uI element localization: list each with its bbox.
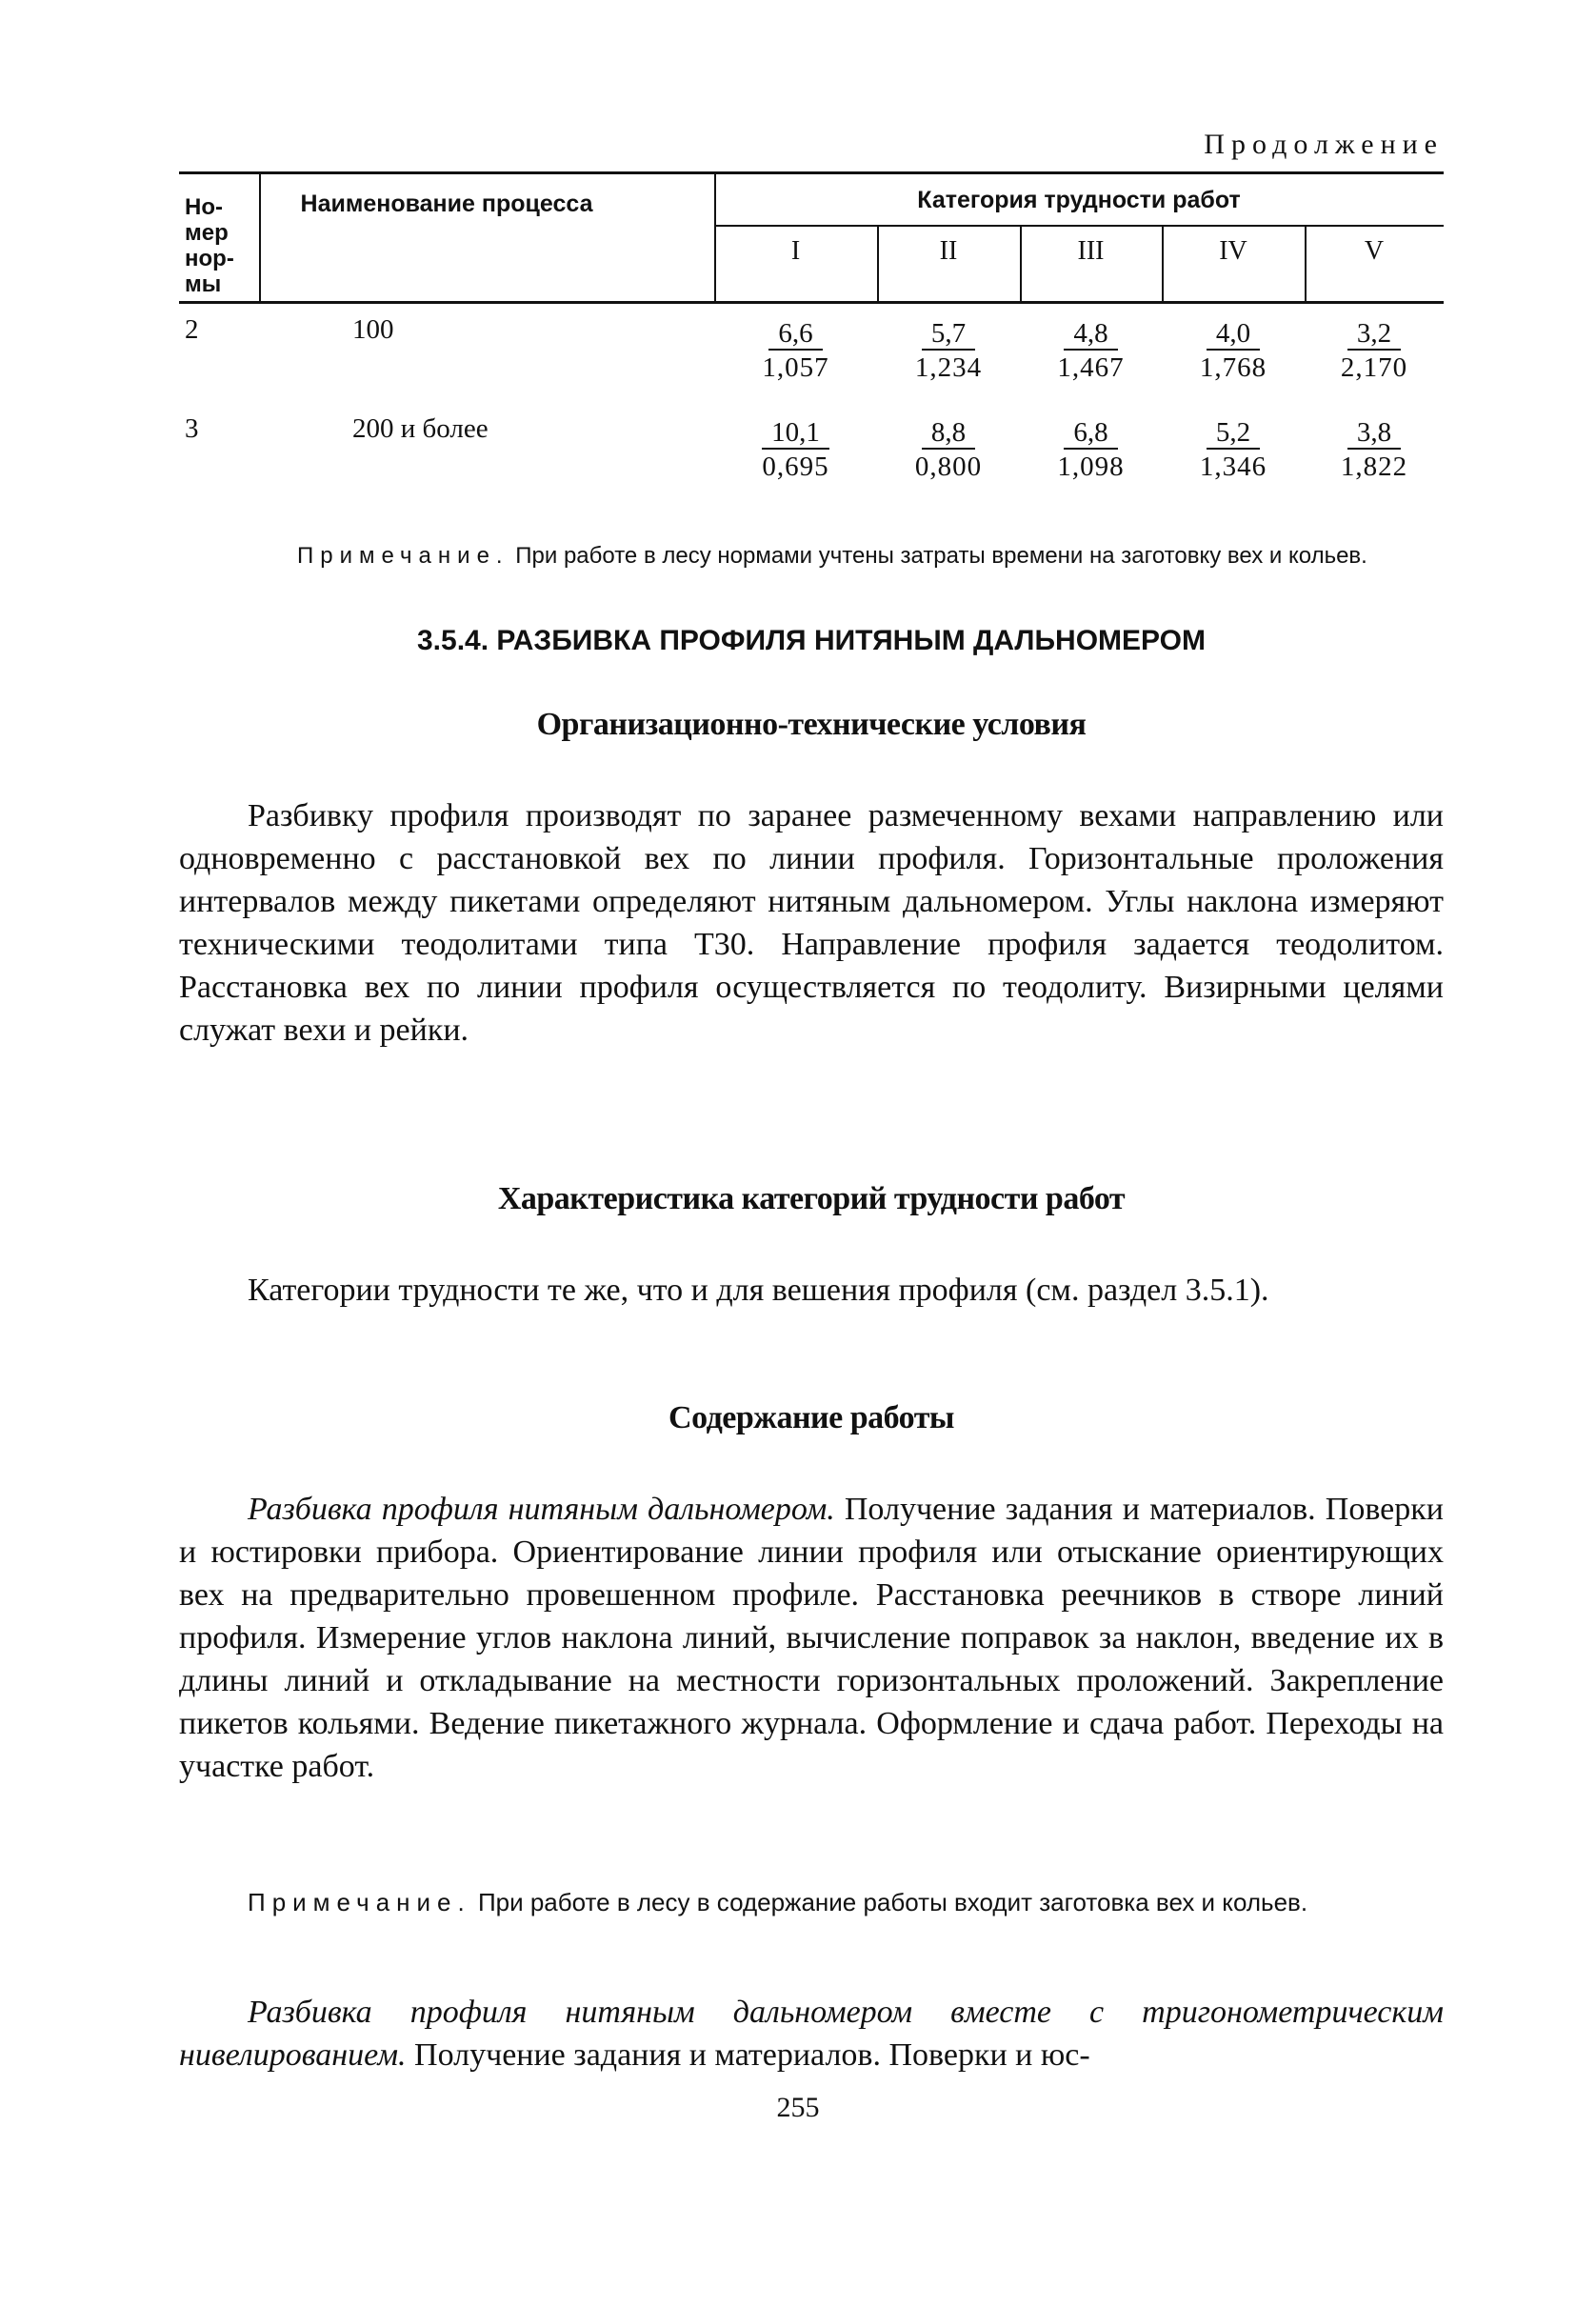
category-3: III xyxy=(1077,236,1105,266)
cell-bottom: 2,170 xyxy=(1340,352,1408,383)
header-process-name: Наименование процесса xyxy=(300,191,593,217)
row-number: 2 xyxy=(185,314,199,345)
header-number-line: Но- xyxy=(185,194,223,220)
table-cell xyxy=(714,415,877,484)
table-cell xyxy=(877,316,1020,385)
page-number: 255 xyxy=(776,2092,820,2123)
table-cell xyxy=(1020,415,1162,484)
note-text: При работе в лесу нормами учтены затраты времени на заготовку вех и кольев. xyxy=(515,543,1367,569)
table-cell xyxy=(877,415,1020,484)
table-cell xyxy=(1162,415,1305,484)
subheading-categories: Характеристика категорий трудности работ xyxy=(497,1181,1126,1216)
category-2: II xyxy=(939,236,958,266)
note-label: Примечание. xyxy=(248,1888,471,1916)
cell-bottom: 1,822 xyxy=(1340,451,1408,482)
cell-top: 10,1 xyxy=(762,417,829,450)
cell-top: 8,8 xyxy=(922,417,975,450)
note-label: Примечание. xyxy=(297,543,509,569)
continuation-label: Продолжение xyxy=(1204,129,1444,160)
table-cell xyxy=(714,316,877,385)
row-name: 100 xyxy=(352,314,394,345)
subheading-conditions: Организационно-технические условия xyxy=(536,707,1087,742)
paragraph-body: Получение задания и материалов. Поверки и юс- xyxy=(406,2037,1090,2073)
cell-top: 5,2 xyxy=(1207,417,1260,450)
paragraph-conditions xyxy=(179,794,1444,1052)
paragraph-text xyxy=(179,1488,1444,1788)
paragraph-categories xyxy=(179,1269,1444,1312)
cell-bottom: 1,346 xyxy=(1199,451,1267,482)
cell-bottom: 1,467 xyxy=(1057,352,1125,383)
table-cell xyxy=(1162,316,1305,385)
cell-bottom: 1,057 xyxy=(762,352,829,383)
category-subrule xyxy=(714,225,1444,227)
table-cell xyxy=(1305,316,1444,385)
category-4: IV xyxy=(1219,236,1247,266)
header-category: Категория трудности работ xyxy=(917,187,1241,213)
header-number-line: мер xyxy=(185,220,229,246)
cell-bottom: 1,098 xyxy=(1057,451,1125,482)
cell-top: 6,8 xyxy=(1064,417,1117,450)
cell-bottom: 0,800 xyxy=(914,451,983,482)
paragraph-text: Разбивку профиля производят по заранее размеченному вехами направлению или одновременно с расстановкой вех по линии профиля. Горизонтальные проложения интервалов между пикетами определяют нитяным дальномером. Углы наклона измеряют техническими теодолитами типа Т30. Направление профиля задается теодолитом. Расстановка вех по линии профиля осуществляется по теодолиту. Визирными целями служат вехи и рейки. xyxy=(179,798,1444,1048)
content-note xyxy=(179,1886,1444,1918)
row-number: 3 xyxy=(185,413,199,444)
section-title: 3.5.4. РАЗБИВКА ПРОФИЛЯ НИТЯНЫМ ДАЛЬНОМЕРОМ xyxy=(417,625,1206,656)
cell-top: 4,8 xyxy=(1064,318,1117,351)
category-1: I xyxy=(790,236,801,266)
cell-top: 3,2 xyxy=(1347,318,1401,351)
table-top-rule xyxy=(179,171,1444,174)
paragraph-text xyxy=(179,1991,1444,2076)
table-header-rule xyxy=(179,301,1444,304)
header-number-line: нор- xyxy=(185,246,234,271)
paragraph-text: Категории трудности те же, что и для вешения профиля (см. раздел 3.5.1). xyxy=(248,1273,1269,1308)
italic-lead: Разбивка профиля нитяным дальномером вместе с тригонометрическим нивелированием. xyxy=(179,1995,1444,2073)
italic-lead: Разбивка профиля нитяным дальномером. xyxy=(248,1492,835,1527)
note-text: При работе в лесу в содержание работы входит заготовка вех и кольев. xyxy=(477,1888,1308,1916)
cell-top: 6,6 xyxy=(768,318,822,351)
table-cell xyxy=(1020,316,1162,385)
cell-bottom: 1,768 xyxy=(1199,352,1267,383)
cell-top: 4,0 xyxy=(1207,318,1260,351)
row-name: 200 и более xyxy=(352,413,489,444)
category-5: V xyxy=(1364,236,1385,266)
header-number-line: мы xyxy=(185,271,222,297)
paragraph-content xyxy=(179,1488,1444,1788)
table-note xyxy=(179,543,1444,570)
paragraph-trig xyxy=(179,1991,1444,2076)
subheading-content: Содержание работы xyxy=(668,1400,954,1435)
paragraph-body: Получение задания и материалов. Поверки и юстировки прибора. Ориентирование линии профиля или отыскание ориентирующих вех на предварительно провешенном профиле. Расстановка реечников в створе линий профиля. Измерение углов наклона линий, вычисление поправок за наклон, введение их в длины линий и откладывание на местности горизонтальных проложений. Закрепление пикетов кольями. Ведение пикетажного журнала. Оформление и сдача работ. Переходы на участке работ. xyxy=(179,1492,1444,1784)
table-cell xyxy=(1305,415,1444,484)
cell-bottom: 0,695 xyxy=(762,451,829,482)
cell-top: 3,8 xyxy=(1347,417,1401,450)
cell-bottom: 1,234 xyxy=(914,352,983,383)
cell-top: 5,7 xyxy=(922,318,975,351)
